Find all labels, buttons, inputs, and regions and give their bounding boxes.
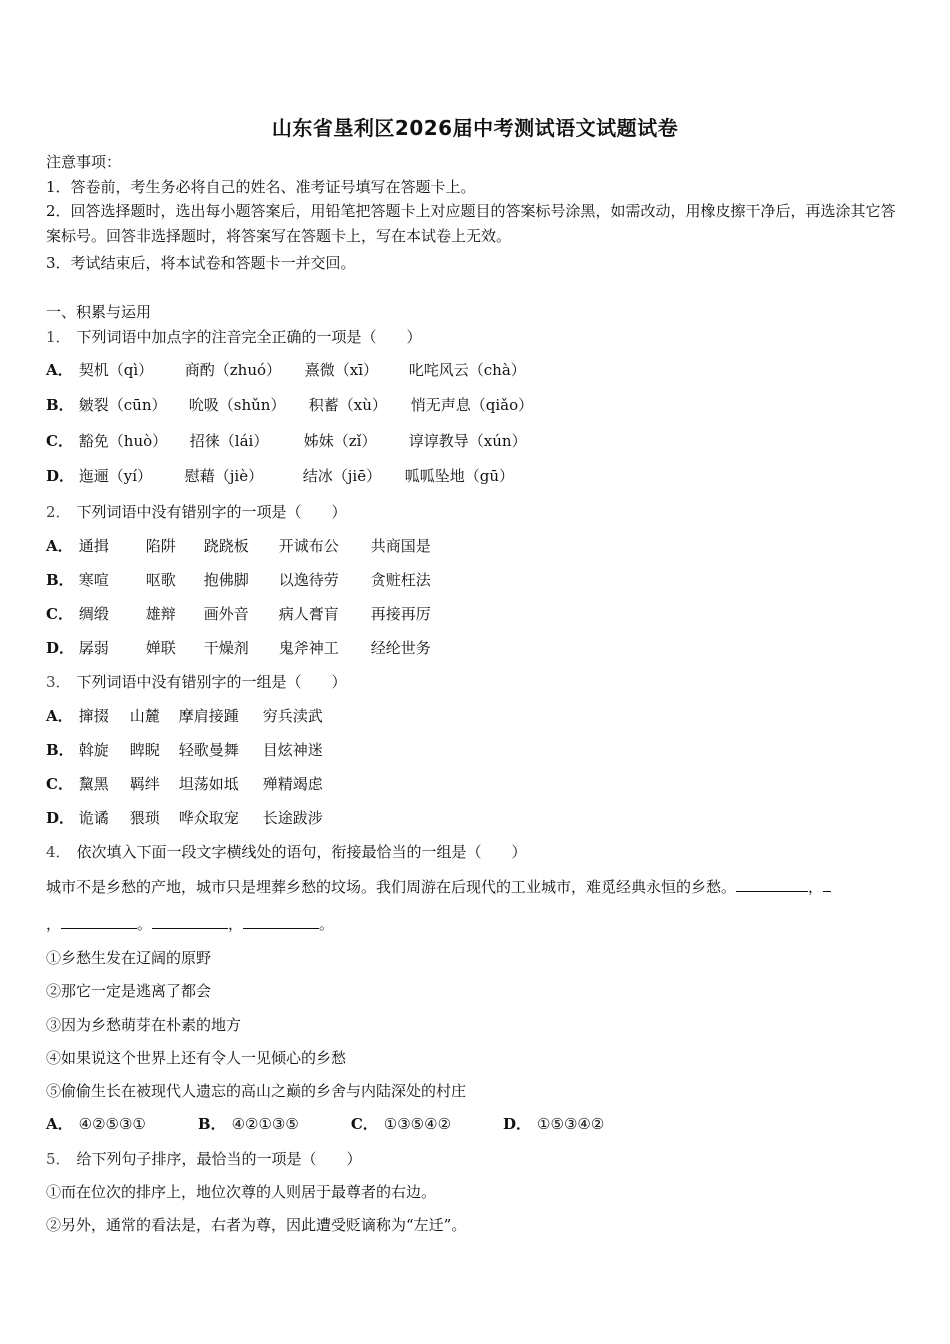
option-word: 孱弱 [78,639,109,657]
q4-sentence-5: ⑤偷偷生长在被现代人遗忘的高山之巅的乡舍与内陆深处的村庄 [46,1082,467,1100]
option-text: ①⑤③④② [537,1115,605,1133]
q4-choice-c[interactable] [351,1114,451,1134]
page-title: 山东省垦利区2026届中考测试语文试题试卷 [271,116,679,140]
option-label: A． [46,1115,73,1133]
q2-option-a[interactable] [46,536,431,556]
option-label: A． [46,361,73,379]
question-stem: 下列词语中没有错别字的一项是（ ） [76,503,347,521]
option-label: D． [46,467,75,485]
option-label: B． [46,571,74,589]
option-label: D． [503,1115,532,1133]
option-word: 寒喧 [78,571,109,589]
passage-text: 城市不是乡愁的产地，城市只是埋葬乡愁的坟场。我们周游在后现代的工业城市，难觅经典永恒的乡愁。 [46,878,737,896]
question-number: 5． [46,1150,71,1168]
option-word: 干燥剂 [203,639,249,657]
option-label: C． [46,605,73,623]
q2-option-d[interactable] [46,638,431,658]
q1-option-b[interactable] [46,395,533,415]
notice-item-2: 2．回答选择题时，选出每小题答案后，用铅笔把答题卡上对应题目的答案标号涂黑，如需改动，用橡皮擦干净后，再选涂其它答案标号。回答非选择题时，将答案写在答题卡上，写在本试卷上无效。 [46,202,896,245]
option-word: 豁免（huò） [78,432,168,450]
option-word: 迤逦（yí） [78,467,153,485]
question-1 [46,327,422,347]
q1-option-c[interactable] [46,431,527,451]
q3-option-a[interactable] [46,706,323,726]
option-word: 姊妹（zǐ） [303,432,377,450]
option-word: 山麓 [129,707,160,725]
option-word: 殚精竭虑 [262,775,323,793]
option-word: 吮吸（shǔn） [188,396,286,414]
q4-choice-a[interactable] [46,1114,146,1134]
option-word: 睥睨 [129,741,160,759]
option-word: 以逸待劳 [278,571,339,589]
option-word: 慰藉（jiè） [184,467,264,485]
q3-option-d[interactable] [46,808,323,828]
option-word: 哗众取宠 [178,809,239,827]
option-word: 病人膏肓 [278,605,339,623]
q4-passage-cont [46,914,334,934]
option-label: D． [46,639,75,657]
option-text: ①③⑤④② [383,1115,452,1133]
notice-item-3: 3．考试结束后，将本试卷和答题卡一并交回。 [46,254,356,272]
option-label: A． [46,707,73,725]
q2-option-c[interactable] [46,604,431,624]
question-number: 2． [46,503,71,521]
option-word: 穷兵渎武 [262,707,323,725]
option-word: 呱呱坠地（gū） [404,467,515,485]
question-2 [46,502,347,522]
option-word: 开诚布公 [278,537,339,555]
option-word: 羁绊 [129,775,160,793]
q4-sentence-1: ①乡愁生发在辽阔的原野 [46,949,212,967]
option-word: 目炫神迷 [262,741,323,759]
option-word: 经纶世务 [370,639,431,657]
q4-sentence-3: ③因为乡愁萌芽在朴素的地方 [46,1016,242,1034]
option-text: ④②⑤③① [78,1115,146,1133]
separator: 。 [137,915,153,933]
option-word: 再接再厉 [370,605,431,623]
fill-blank-3[interactable] [152,914,228,929]
option-label: A． [46,537,73,555]
question-5 [46,1149,362,1169]
separator: ， [808,878,824,896]
option-label: B． [46,396,74,414]
q3-option-b[interactable] [46,740,323,760]
option-word: 叱咤风云（chà） [408,361,526,379]
option-word: 摩肩接踵 [178,707,239,725]
option-label: B． [46,741,74,759]
option-word: 悄无声息（qiǎo） [410,396,534,414]
section-heading: 一、积累与运用 [46,303,152,321]
q4-sentence-4: ④如果说这个世界上还有令人一见倾心的乡愁 [46,1049,347,1067]
option-word: 皴裂（cūn） [78,396,167,414]
option-word: 绸缎 [78,605,109,623]
option-word: 贪赃枉法 [370,571,431,589]
option-label: C． [46,432,73,450]
option-word: 陷阱 [145,537,176,555]
separator: 。 [319,915,335,933]
question-number: 4． [46,843,71,861]
q4-choice-b[interactable] [198,1114,299,1134]
q1-option-a[interactable] [46,360,526,380]
option-label: C． [350,1115,378,1133]
q1-option-d[interactable] [46,466,514,486]
option-word: 长途跋涉 [262,809,323,827]
option-label: B． [197,1115,226,1133]
option-word: 婵联 [145,639,176,657]
fill-blank-2-start[interactable] [823,877,831,892]
q3-option-c[interactable] [46,774,323,794]
option-word: 积蓄（xù） [308,396,387,414]
q4-passage [46,877,831,897]
option-word: 撺掇 [78,707,109,725]
option-word: 招徕（lái） [189,432,269,450]
option-word: 斡旋 [78,741,109,759]
q5-sentence-1: ①而在位次的排序上，地位次尊的人则居于最尊者的右边。 [46,1183,437,1201]
question-number: 3． [46,673,71,691]
question-number: 1． [46,328,71,346]
option-word: 抱佛脚 [203,571,249,589]
fill-blank-1[interactable] [736,877,808,892]
option-word: 呕歌 [145,571,176,589]
notice-heading: 注意事项： [46,153,122,171]
q4-choices [46,1114,656,1134]
separator: ， [46,915,62,933]
q2-option-b[interactable] [46,570,431,590]
option-word: 雄辩 [145,605,176,623]
fill-blank-2[interactable] [61,914,137,929]
option-word: 熹微（xī） [304,361,379,379]
question-stem: 给下列句子排序，最恰当的一项是（ ） [76,1150,362,1168]
option-label: D． [46,809,75,827]
option-label: C． [46,775,73,793]
option-word: 商酌（zhuó） [184,361,282,379]
question-stem: 下列词语中加点字的注音完全正确的一项是（ ） [76,328,422,346]
q4-choice-d[interactable] [503,1114,604,1134]
notice-item-1: 1．答卷前，考生务必将自己的姓名、准考证号填写在答题卡上。 [46,178,476,196]
option-text: ④②①③⑤ [231,1115,299,1133]
question-stem: 下列词语中没有错别字的一组是（ ） [76,673,347,691]
option-word: 共商国是 [370,537,431,555]
option-word: 契机（qì） [78,361,154,379]
fill-blank-4[interactable] [243,914,319,929]
option-word: 诡谲 [78,809,109,827]
option-word: 结冰（jiē） [302,467,382,485]
option-word: 坦荡如坻 [178,775,239,793]
option-word: 跷跷板 [203,537,249,555]
separator: ， [228,915,244,933]
option-word: 画外音 [203,605,249,623]
question-3 [46,672,347,692]
q4-sentence-2: ②那它一定是逃离了都会 [46,982,212,1000]
question-stem: 依次填入下面一段文字横线处的语句，衔接最恰当的一组是（ ） [76,843,527,861]
option-word: 通揖 [78,537,109,555]
question-4 [46,842,527,862]
option-word: 谆谆教导（xún） [408,432,527,450]
option-word: 黧黑 [78,775,109,793]
option-word: 猥琐 [129,809,160,827]
q5-sentence-2: ②另外，通常的看法是，右者为尊，因此遭受贬谪称为“左迁”。 [46,1216,467,1234]
option-word: 鬼斧神工 [278,639,339,657]
option-word: 轻歌曼舞 [178,741,239,759]
